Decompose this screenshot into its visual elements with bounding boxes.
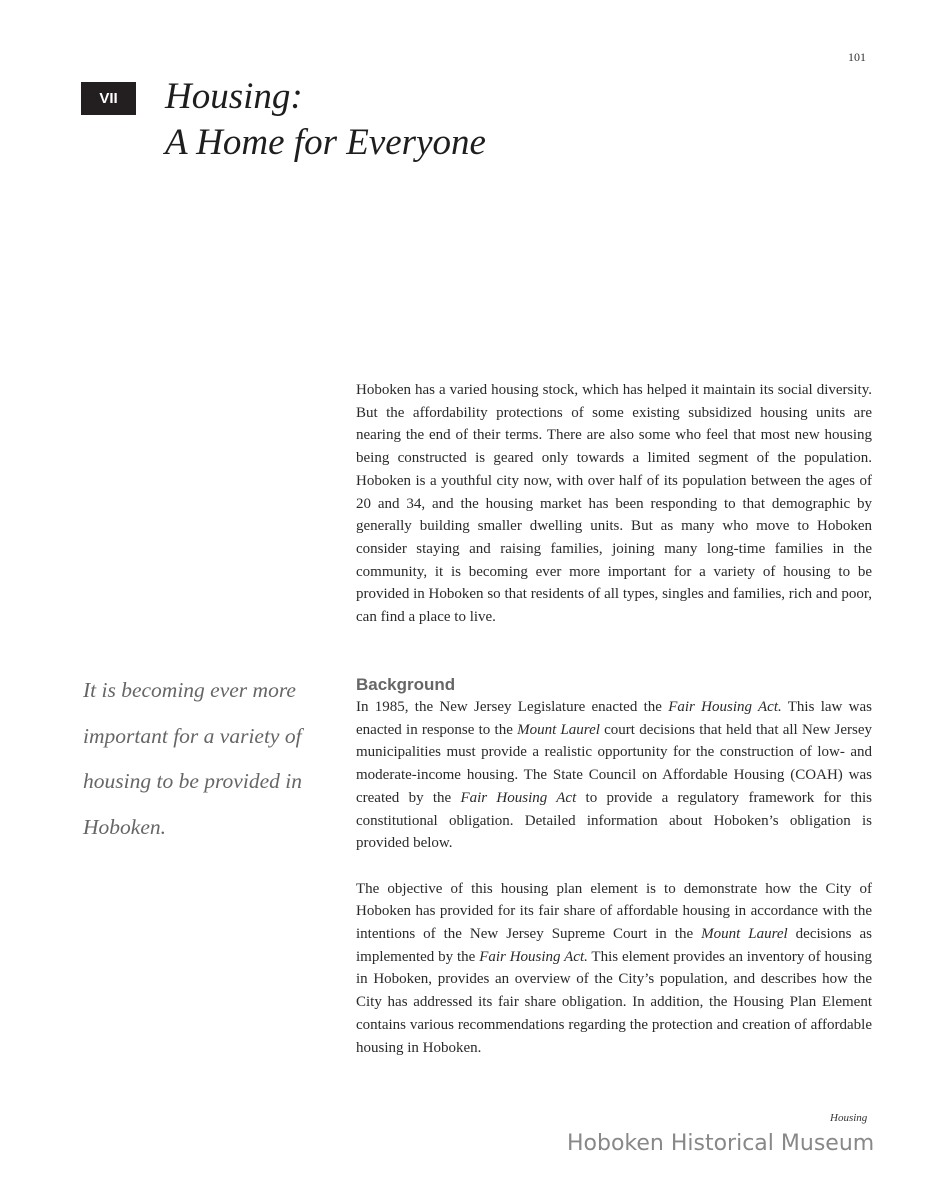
text: The objective of this housing plan element is to demonstrate how the City of Hoboken has provided for its fair share of affordable housing in accordance with the intentions of the New Jersey Supreme Court in the xyxy=(356,880,872,943)
text: This law was enacted in response to the xyxy=(356,699,872,738)
title-line-2: A Home for Everyone xyxy=(165,122,486,163)
text: court decisions that held that all New Jersey municipalities must provide a realistic opportunity for the construction of low- and moderate-income housing. The State Council on Affordable Housing (COAH) was created by the xyxy=(356,721,872,806)
pull-quote: It is becoming ever more important for a variety of housing to be provided in Hoboken. xyxy=(83,678,302,839)
background-section xyxy=(356,674,872,1059)
intro-paragraph: Hoboken has a varied housing stock, which has helped it maintain its social diversity. But the affordability protections of some existing subsidized housing units are nearing the end of their terms. There are also some who feel that most new housing being constructed is geared only towards a limited segment of the population. Hoboken is a youthful city now, with over half of its population between the ages of 20 and 34, and the housing market has been responding to that demographic by generally building smaller dwelling units. But as many who move to Hoboken consider staying and raising families, joining many long-time families in the community, it is becoming ever more important for a variety of housing to be provided in Hoboken so that residents of all types, singles and families, rich and poor, can find a place to live. xyxy=(356,382,872,626)
text: In 1985, the New Jersey Legislature enacted the xyxy=(356,699,669,715)
chapter-number-badge: VII xyxy=(81,82,136,115)
italic-act-name: Fair Housing Act. xyxy=(668,699,782,715)
italic-case-name: Mount Laurel xyxy=(701,926,788,943)
title-line-1: Housing: xyxy=(165,76,303,117)
italic-case-name: Mount Laurel xyxy=(517,721,600,738)
background-paragraph-1 xyxy=(356,696,872,855)
italic-act-name: Fair Housing Act xyxy=(460,789,577,806)
background-paragraph-2 xyxy=(356,878,872,1060)
section-heading-background: Background xyxy=(356,675,456,694)
italic-act-name: Fair Housing Act. xyxy=(479,948,588,965)
page-number: 101 xyxy=(848,50,866,64)
watermark: Hoboken Historical Museum xyxy=(567,1131,875,1156)
text: This element provides an inventory of housing in Hoboken, provides an overview of the City’s population, and describes how the City has addressed its fair share obligation. In addition, the Housing Plan Element contains various recommendations regarding the protection and creation of affordable housing in Hoboken. xyxy=(356,948,872,1056)
footer-section-label: Housing xyxy=(830,1112,868,1124)
page-title xyxy=(165,74,486,166)
text: to provide a regulatory framework for this constitutional obligation. Detailed information about Hoboken’s obligation is provided below. xyxy=(356,789,872,852)
text: decisions as implemented by the xyxy=(356,926,872,965)
